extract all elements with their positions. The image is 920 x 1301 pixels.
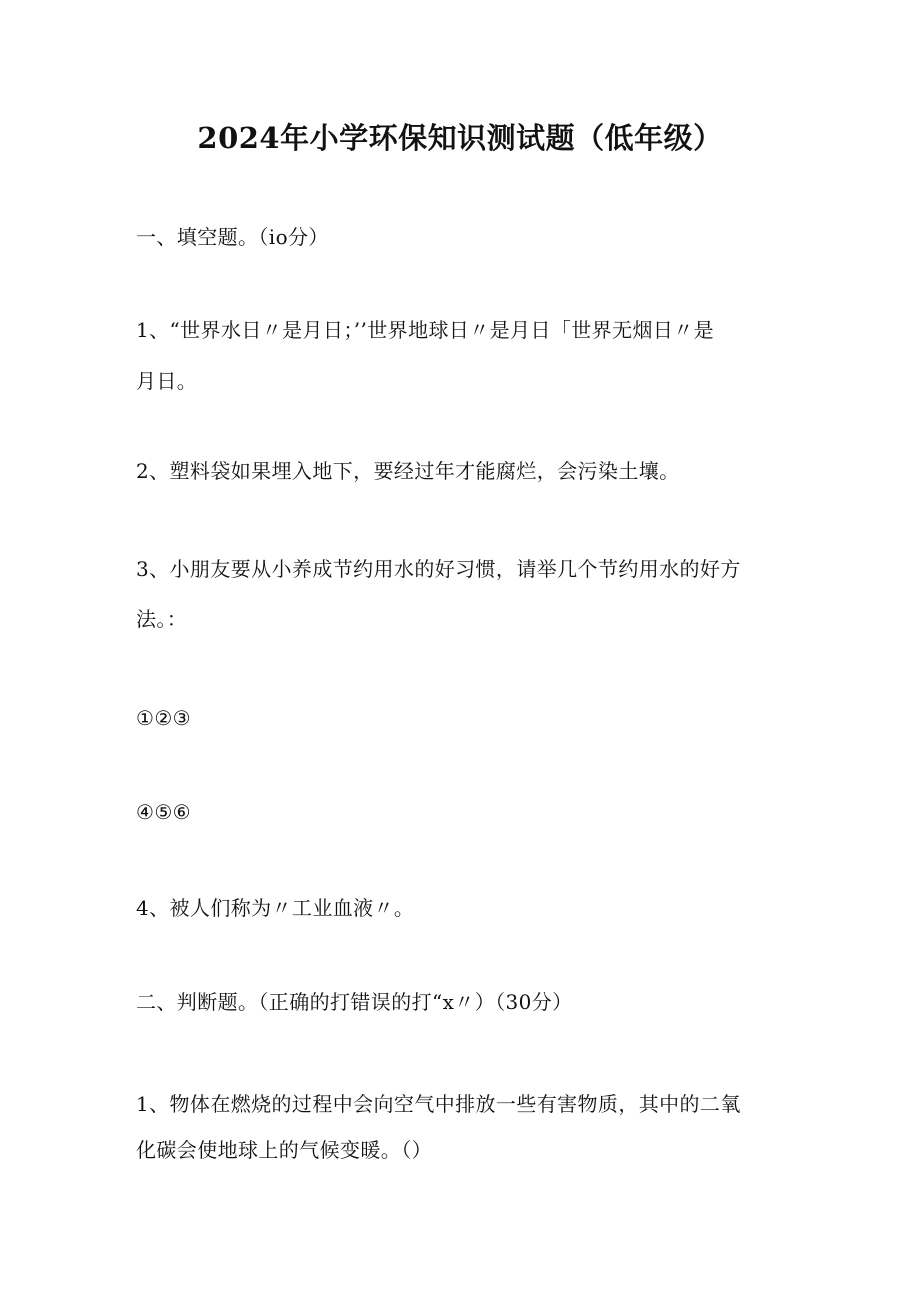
question-line: 3、小朋友要从小养成节约用水的好习惯，请举几个节约用水的好方 [136,557,741,581]
document-title: 2024年小学环保知识测试题（低年级） [197,121,723,155]
section-true-false-heading: 二、判断题。（正确的打错误的打“x〃）（30分） [136,990,573,1014]
answer-slots-line: ④⑤⑥ [136,800,191,824]
question-line: 4、被人们称为〃工业血液〃。 [136,896,415,920]
question-line: 1、“世界水日〃是月日；’’世界地球日〃是月日「世界无烟日〃是 [136,318,715,342]
question-line: 月日。 [136,369,198,393]
section-fill-in-heading: 一、填空题。（io分） [136,225,329,249]
question-line: 化碳会使地球上的气候变暖。（） [136,1138,432,1162]
answer-slots-line: ①②③ [136,706,191,730]
question-line: 2、塑料袋如果埋入地下，要经过年才能腐烂，会污染土壤。 [136,459,680,483]
question-line: 法。： [136,607,188,631]
question-line: 1、物体在燃烧的过程中会向空气中排放一些有害物质，其中的二氧 [136,1092,741,1116]
